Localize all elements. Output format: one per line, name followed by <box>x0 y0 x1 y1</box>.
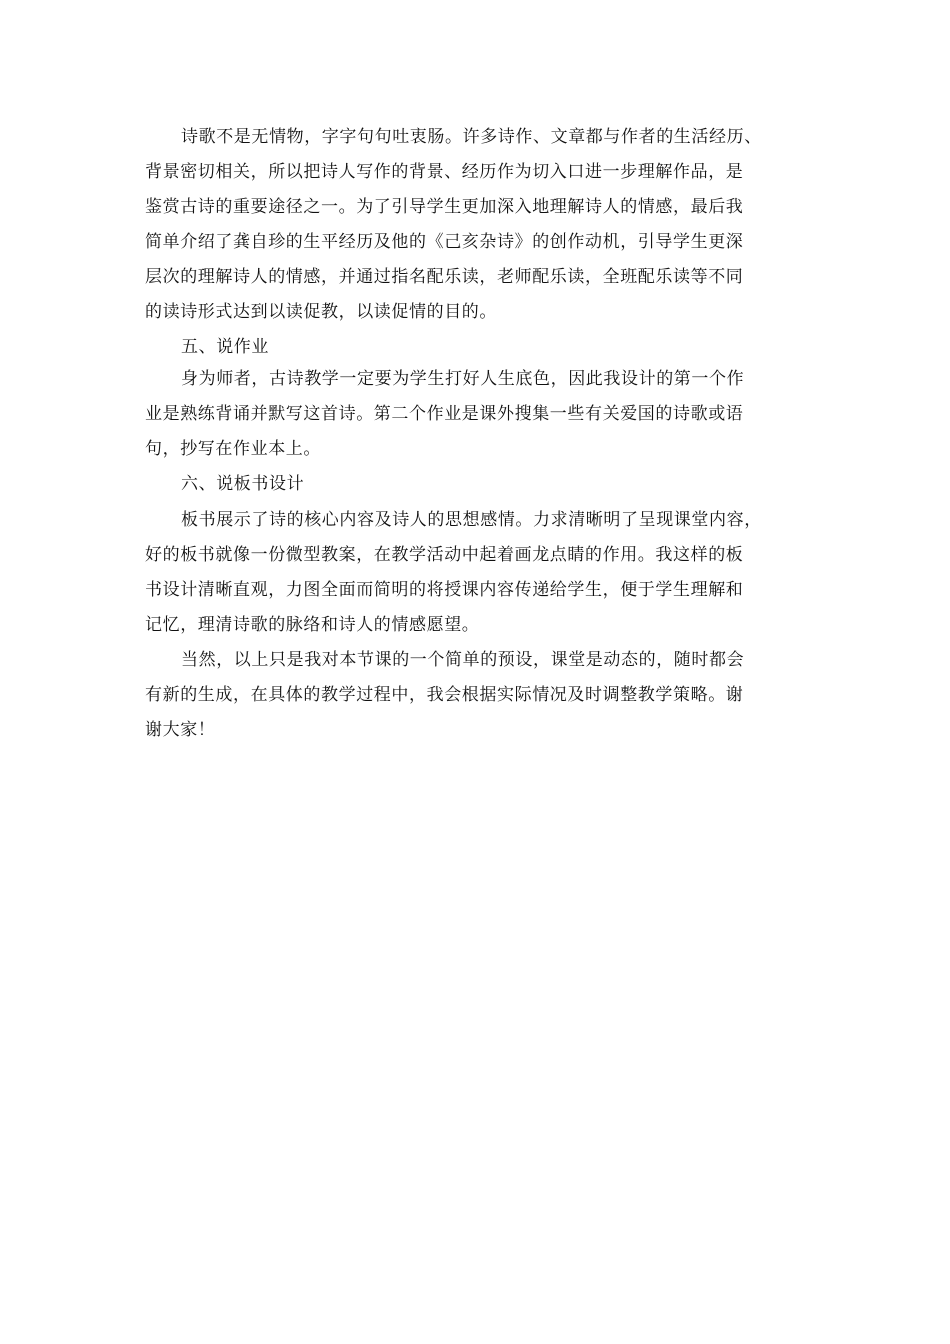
paragraph-line: 板书展示了诗的核心内容及诗人的思想感情。力求清晰明了呈现课堂内容， <box>181 510 762 530</box>
paragraph-line: 好的板书就像一份微型教案，在教学活动中起着画龙点睛的作用。我这样的板 <box>145 545 744 565</box>
paragraph-line: 句，抄写在作业本上。 <box>145 439 321 459</box>
paragraph-line: 鉴赏古诗的重要途径之一。为了引导学生更加深入地理解诗人的情感，最后我 <box>145 197 744 217</box>
paragraph-line: 背景密切相关，所以把诗人写作的背景、经历作为切入口进一步理解作品，是 <box>145 162 744 182</box>
paragraph-line: 层次的理解诗人的情感，并通过指名配乐读，老师配乐读，全班配乐读等不同 <box>145 267 744 287</box>
paragraph-line: 的读诗形式达到以读促教，以读促情的目的。 <box>145 302 497 322</box>
paragraph-line: 有新的生成，在具体的教学过程中，我会根据实际情况及时调整教学策略。谢 <box>145 685 744 705</box>
section-heading: 六、说板书设计 <box>181 474 305 494</box>
paragraph-line: 业是熟练背诵并默写这首诗。第二个作业是课外搜集一些有关爱国的诗歌或语 <box>145 404 744 424</box>
paragraph-line: 简单介绍了龚自珍的生平经历及他的《己亥杂诗》的创作动机，引导学生更深 <box>145 232 744 252</box>
paragraph-line: 身为师者，古诗教学一定要为学生打好人生底色，因此我设计的第一个作 <box>181 369 745 389</box>
section-heading: 五、说作业 <box>181 337 269 357</box>
paragraph-line: 谢大家！ <box>145 720 216 740</box>
paragraph-line: 书设计清晰直观，力图全面而简明的将授课内容传递给学生，便于学生理解和 <box>145 580 744 600</box>
paragraph-line: 记忆，理清诗歌的脉络和诗人的情感愿望。 <box>145 615 480 635</box>
paragraph-line: 当然，以上只是我对本节课的一个简单的预设，课堂是动态的，随时都会 <box>181 650 745 670</box>
paragraph-line: 诗歌不是无情物，字字句句吐衷肠。许多诗作、文章都与作者的生活经历、 <box>181 127 762 147</box>
